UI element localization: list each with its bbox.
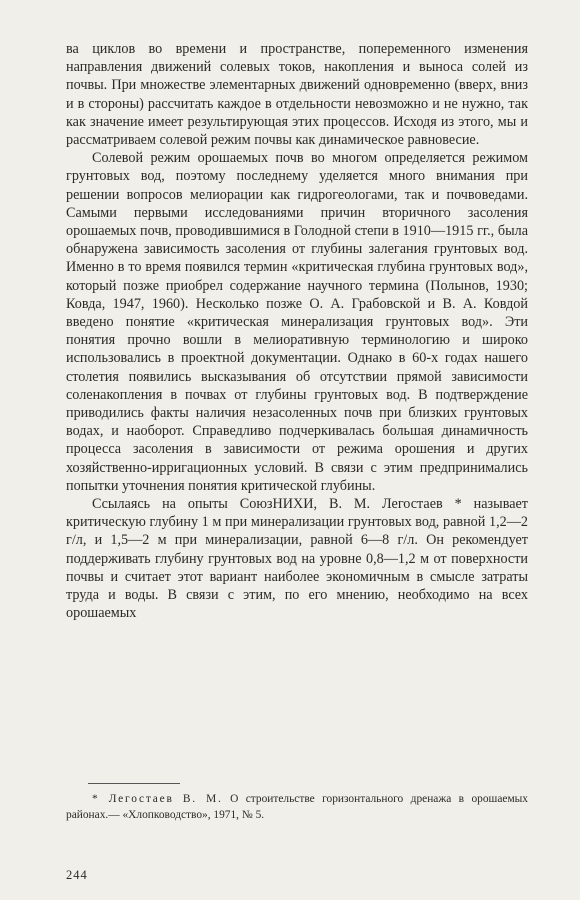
paragraph-3: Ссылаясь на опыты СоюзНИХИ, В. М. Легостаев * называет критическую глубину 1 м при минерализации грунтовых вод, равной 1,2—2 г/л, и 1,5—2 м при минерализации, равной 6—8 г/л. Он рекомендует поддерживать глубину грунтовых вод на уровне 0,8—1,2 м от поверхности почвы и считает этот вариант наиболее экономичным в смысле затраты труда и воды. В связи с этим, по его мнению, необходимо на всех орошаемых — [66, 496, 528, 622]
footnote-divider — [88, 783, 180, 784]
footnote — [66, 792, 528, 823]
paragraph-1: ва циклов во времени и пространстве, попеременного изменения направления движений солевых токов, накопления и выноса солей из почвы. При множестве элементарных движений одновременно (вверх, вниз и в стороны) рассчитать каждое в отдельности невозможно и не нужно, так как значение имеет результирующая этих процессов. Исходя из этого, мы и рассматриваем солевой режим почвы как динамическое равновесие. — [66, 41, 528, 149]
paragraph-2: Солевой режим орошаемых почв во многом определяется режимом грунтовых вод, поэтому последнему уделяется много внимания при решении вопросов мелиорации как гидрогеологами, так и почвоведами. Самыми первыми исследованиями причин вторичного засоления орошаемых почв, проводившимися в Голодной степи в 1910—1915 гг., была обнаружена зависимость засоления от глубины залегания грунтовых вод. Именно в то время появился термин «критическая глубина грунтовых вод», который позже приобрел содержание научного термина (Полынов, 1930; Ковда, 1947, 1960). Несколько позже О. А. Грабовской и В. А. Ковдой введено понятие «критическая минерализация грунтовых вод». Эти понятия прочно вошли в мелиоративную терминологию и широко использовались в проектной документации. Однако в 60-х годах нашего столетия появились высказывания об отсутствии прямой зависимости соленакопления в почвах от глубины грунтовых вод. В подтверждение приводились факты наличия незасоленных почв при близких грунтовых водах, и наоборот. Справедливо подчеркивалась большая динамичность процесса засоления в зависимости от режима орошения и других хозяйственно-ирригационных условий. В связи с этим предпринимались попытки уточнения понятия критической глубины. — [66, 150, 528, 494]
page-number: 244 — [66, 868, 88, 882]
footnote-text: О строительстве горизонтального дренажа в орошаемых районах.— «Хлопководство», 1971, № 5. — [66, 793, 528, 821]
footnote-author: * Легостаев В. М. — [92, 793, 223, 805]
page-body — [66, 40, 528, 623]
